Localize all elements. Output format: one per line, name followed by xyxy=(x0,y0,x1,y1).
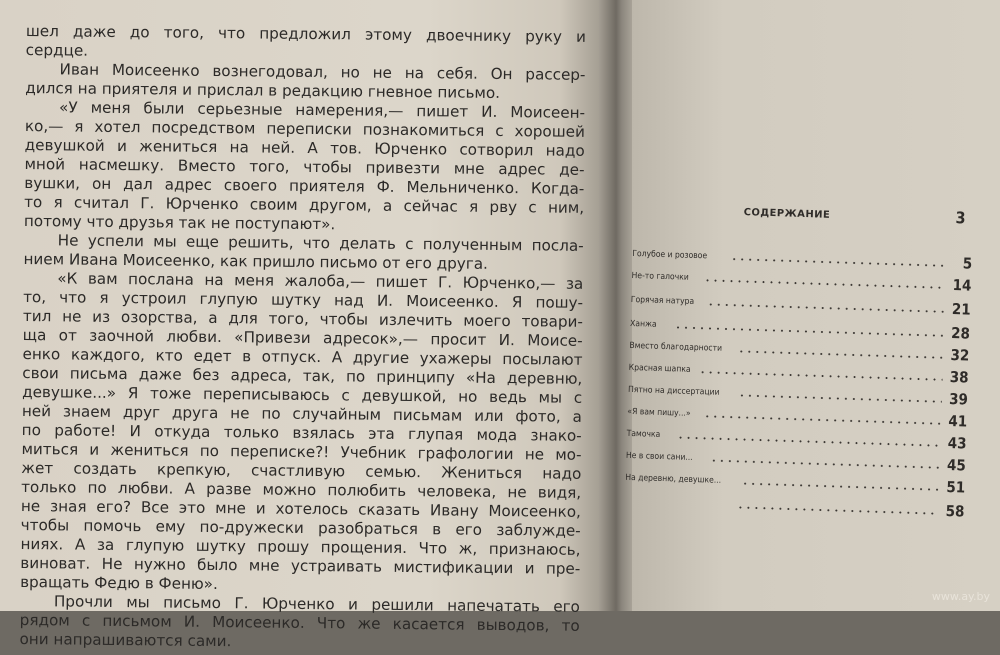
text-line: «У меня были серьезные намерения,— пишет И. Моисеен- xyxy=(59,98,586,122)
toc-leader-dots xyxy=(703,279,945,289)
toc-entry-label: Голубое и розовое xyxy=(632,248,708,262)
toc-entry-page: 21 xyxy=(951,300,972,319)
toc-leader-dots xyxy=(737,350,943,358)
text-line: шел даже до того, что предложил этому двоечнику руку и xyxy=(25,22,586,46)
toc-title: СОДЕРЖАНИЕ xyxy=(743,206,831,221)
toc-title-page-number: 3 xyxy=(955,208,966,228)
text-line: вушки, он дал адрес своего приятеля Ф. Мельниченко. Когда- xyxy=(24,173,585,198)
text-line: миться и жениться по переписке?! Учебник графологии не мо- xyxy=(21,439,582,464)
toc-entry-label: Пятно на диссертации xyxy=(627,384,720,398)
toc-leader-dots xyxy=(710,460,940,469)
text-line: Иван Моисеенко вознегодовал, но не на себя. Он рассер- xyxy=(59,60,586,84)
toc-entry-page: 32 xyxy=(950,346,970,365)
text-line: «К вам послана на меня жалоба,— пишет Г. Юрченко,— за xyxy=(57,269,584,293)
toc-leader-dots xyxy=(738,394,942,402)
text-line: енко каждого, кто едет в отпуск. А другие ухажеры посылают xyxy=(22,344,583,369)
toc-entry-page: 41 xyxy=(948,411,968,431)
text-line: жет создать крепкую, счастливую семью. Жениться надо xyxy=(21,458,582,483)
text-line: Не успели мы еще решить, что делать с полученным посла- xyxy=(57,231,584,255)
toc-entry-label: Вместо благодарности xyxy=(629,340,723,354)
watermark: www.ay.by xyxy=(931,590,990,603)
toc-leader-dots xyxy=(736,506,938,514)
toc-leader-dots xyxy=(730,258,946,267)
toc-entry-label: Не-то галочки xyxy=(631,270,689,283)
toc-entry-label: Красная шапка xyxy=(628,362,691,375)
text-line: по работе! И откуда только взялась эта глупая мода знако- xyxy=(21,420,582,445)
toc-entry-label: На деревню, девушке... xyxy=(625,472,722,486)
text-line: тил не из озорства, а для того, чтобы излечить моего товари- xyxy=(22,306,583,331)
left-page-text xyxy=(19,22,586,655)
text-line: только по любви. А разве можно полюбить человека, не видя, xyxy=(21,477,582,502)
text-line: то, что я устроил глупую шутку над И. Моисеенко. Я пошу- xyxy=(23,287,584,312)
toc-entry-page: 38 xyxy=(949,368,969,387)
text-line: они напрашиваются сами. xyxy=(19,629,232,651)
toc-entry-label: Ханжа xyxy=(629,318,657,330)
toc-entry-page: 51 xyxy=(946,477,966,497)
toc-entry-page: 28 xyxy=(950,324,971,343)
toc-entry-page: 45 xyxy=(946,455,967,475)
toc-entry-label: «Я вам пишу...» xyxy=(627,406,691,419)
text-line: девушкой и жениться на ней. А тов. Юрченко сотворил надо xyxy=(24,135,585,160)
toc-entry-page: 14 xyxy=(952,276,972,295)
text-line: потому что друзья так не поступают». xyxy=(23,211,336,234)
toc-leader-dots xyxy=(707,303,945,312)
toc-leader-dots xyxy=(703,415,941,424)
toc-entry-page: 39 xyxy=(948,390,969,409)
text-line: свои письма даже без адреса, так, по принципу «На деревню, xyxy=(22,363,583,388)
toc-entry-page: 5 xyxy=(962,254,973,273)
text-line: ней знаем друг друга не по случайным письмам или фото, а xyxy=(21,401,582,426)
toc-entry-page: 43 xyxy=(947,433,967,453)
text-line: не зная его? Все это мне и хотелось сказать Ивану Моисеенко, xyxy=(20,496,581,521)
text-line: нием Ивана Моисеенко, как пришло письмо от его друга. xyxy=(23,249,489,273)
text-line: дился на приятеля и прислал в редакцию гневное письмо. xyxy=(25,78,501,102)
text-line: мной насмешку. Вместо того, чтобы привезти мне адрес де- xyxy=(24,154,585,179)
toc-entry-label: Не в свои сани... xyxy=(625,450,693,463)
toc-leader-dots xyxy=(741,483,939,491)
text-line: девушке...» Я тоже переписываюсь с девушкой, но ведь мы с xyxy=(22,382,583,407)
text-line: ниях. А за глупую шутку прошу прощения. Что ж, признаюсь, xyxy=(20,534,581,559)
text-line: сердце. xyxy=(25,40,89,60)
text-line: ко,— я хотел посредством переписки познакомиться с хорошей xyxy=(24,116,585,141)
text-line: вращать Федю в Феню». xyxy=(20,572,218,594)
text-line: Прочли мы письмо Г. Юрченко и решили напечатать его xyxy=(53,592,581,616)
text-line: чтобы помочь ему по-дружески разобраться в его заблужде- xyxy=(20,515,581,540)
text-line: ща от заочной любви. «Привези адресок»,— просит И. Моисе- xyxy=(22,325,583,350)
text-line: виноват. Не нужно было мне устраивать мистификации и пре- xyxy=(20,553,581,578)
text-line: рядом с письмом И. Моисеенко. Что же касается выводов, то xyxy=(19,610,580,635)
text-line: то я считал Г. Юрченко своим другом, а сейчас я рву с ним, xyxy=(24,192,585,217)
toc-entry-page: 58 xyxy=(945,501,965,521)
toc-entry-label: Горячая натура xyxy=(630,294,695,307)
toc-entry-label: Тамочка xyxy=(626,428,661,440)
